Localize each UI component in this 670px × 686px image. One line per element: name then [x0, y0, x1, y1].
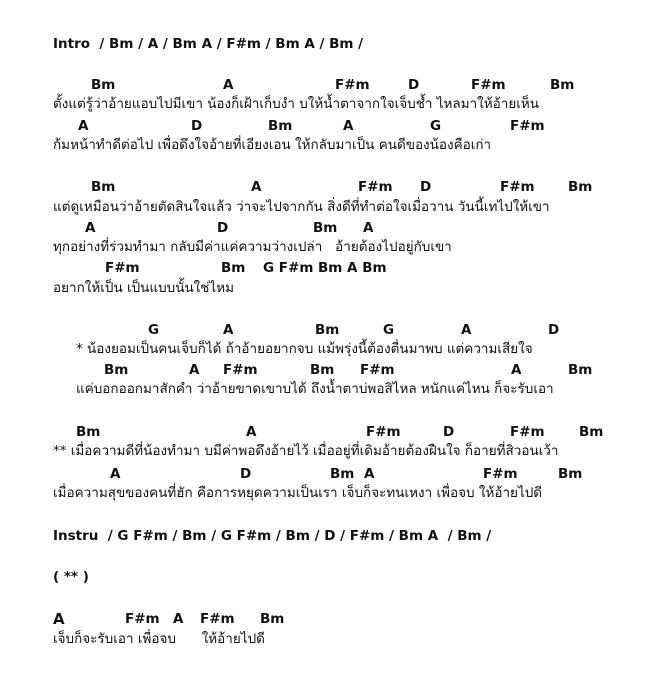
chord: F#m [360, 362, 395, 378]
chord: F#m [500, 179, 535, 195]
chord: F#m [125, 611, 160, 627]
instrumental-line: Instru / G F#m / Bm / G F#m / Bm / D / F#m / Bm A / Bm / [53, 528, 492, 544]
chord: F#m [366, 424, 401, 440]
lyric-line: แค่บอกออกมาสักคำ ว่าอ้ายขาดเขาบได้ ถึงน้ำตาบ่พอสิไหล หนักแค่ไหน ก็จะรับเอา [76, 381, 554, 397]
chord: A [189, 362, 200, 378]
chord: D [408, 77, 420, 93]
chord: A [246, 424, 257, 440]
chord: G [383, 322, 395, 338]
chord: A [223, 322, 234, 338]
chord: A [363, 220, 374, 236]
chord: G [430, 118, 442, 134]
chord: Bm [315, 322, 340, 338]
lyric-line: เจ็บก็จะรับเอา เพื่อจบ ให้อ้ายไปดี [53, 631, 265, 647]
chord: D [443, 424, 455, 440]
chord: G [148, 322, 160, 338]
chord: Bm [104, 362, 129, 378]
lyric-line: ทุกอย่างที่ร่วมทำมา กลับมีค่าแค่ความว่างเปล่า อ้ายต้องไปอยู่กับเขา [53, 239, 452, 255]
chord: D [240, 466, 252, 482]
repeat-marker: ( ** ) [53, 569, 89, 585]
lyric-line: แต่ดูเหมือนว่าอ้ายตัดสินใจแล้ว ว่าจะไปจากกัน สิ่งดีที่ทำต่อใจเมื่อวาน วันนี้เทไปให้เขา [53, 199, 550, 215]
chord: F#m [223, 362, 258, 378]
chord: G F#m [263, 260, 314, 276]
chord: A [85, 220, 96, 236]
chord: A [223, 77, 234, 93]
chord: Bm [313, 220, 338, 236]
intro-line: Intro / Bm / A / Bm A / F#m / Bm A / Bm / [53, 36, 364, 52]
chord: Bm [76, 424, 101, 440]
chord: A [173, 611, 184, 627]
chord: Bm [568, 362, 593, 378]
chord: F#m [335, 77, 370, 93]
lyric-line: ** เมื่อความดีที่น้องทำมา บมีค่าพอดึงอ้ายไว้ เมื่ออยู่ที่เดิมอ้ายต้องฝืนใจ ก็อายที่สิวอนเว้า [53, 443, 559, 459]
chord: F#m [200, 611, 235, 627]
chord: Bm [91, 77, 116, 93]
chord: A [78, 118, 89, 134]
chord: Bm [221, 260, 246, 276]
chord: F#m [510, 118, 545, 134]
chord: D [191, 118, 203, 134]
chord: D [217, 220, 229, 236]
chord: Bm [579, 424, 604, 440]
chord: Bm [260, 611, 285, 627]
chord: D [548, 322, 560, 338]
lyric-line: ก้มหน้าทำดีต่อไป เพื่อดึงใจอ้ายที่เอียงเอน ให้กลับมาเป็น คนดีของน้องคือเก่า [53, 137, 492, 153]
chord: Bm [330, 466, 355, 482]
lyric-line: เมื่อความสุขของคนที่ฮัก คือการหยุดความเป็นเรา เจ็บก็จะทนเหงา เพื่อจบ ให้อ้ายไปดี [53, 485, 543, 501]
chord: F#m [483, 466, 518, 482]
chord: A [461, 322, 472, 338]
chord: Bm [550, 77, 575, 93]
chord: A [53, 610, 65, 628]
lyric-line: อยากให้เป็น เป็นแบบนั้นใช่ไหม [53, 280, 235, 296]
chord: Bm [310, 362, 335, 378]
chord: F#m [105, 260, 140, 276]
chord: Bm [91, 179, 116, 195]
chord: A [343, 118, 354, 134]
chord: F#m [358, 179, 393, 195]
lyric-line: * น้องยอมเป็นคนเจ็บก็ได้ ถ้าอ้ายอยากจบ แม้พรุ่งนี้ต้องตื่นมาพบ แต่ความเสียใจ [76, 341, 533, 357]
chord: A [110, 466, 121, 482]
chord: A [511, 362, 522, 378]
chord: D [420, 179, 432, 195]
lyric-line: ตั้งแต่รู้ว่าอ้ายแอบไปมีเขา น้องก็เฝ้าเก็บงำ บให้น้ำตาจากใจเจ็บช้ำ ไหลมาให้อ้ายเห็น [53, 96, 539, 112]
chord: Bm [558, 466, 583, 482]
chord: A [251, 179, 262, 195]
chord: Bm [268, 118, 293, 134]
chord: A [364, 466, 375, 482]
chord: F#m [510, 424, 545, 440]
chord: F#m [471, 77, 506, 93]
chord: Bm A Bm [318, 260, 387, 276]
chord: Bm [568, 179, 593, 195]
